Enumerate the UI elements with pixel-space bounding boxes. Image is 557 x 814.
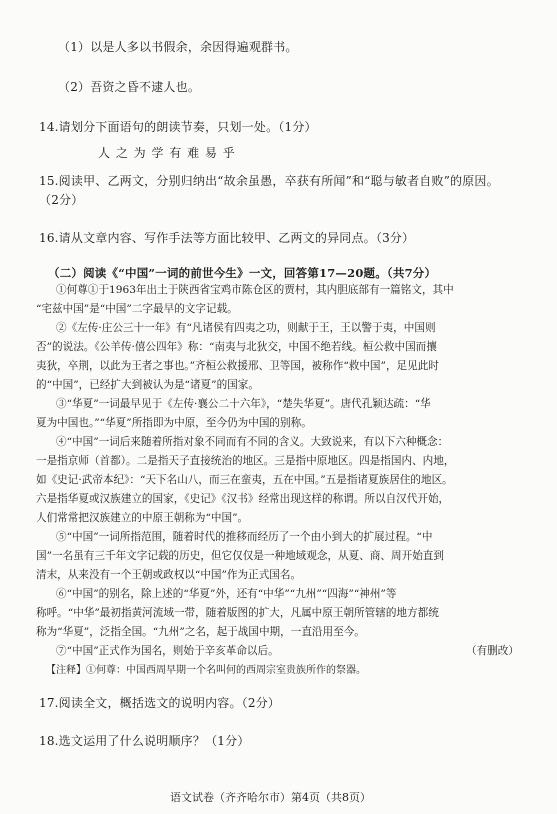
passage-line: 清末，从来没有一个王朝或政权以“中国”作为正式国名。 — [36, 569, 302, 581]
passage-line: “宅兹中国”是“中国”二字最早的文字记载。 — [36, 303, 238, 315]
passage-line: 夷狄，卒荆，以此为王者之事也。”齐桓公救援邢、卫等国，被称作“救中国”，足见此时 — [36, 360, 439, 372]
question-18: 18.选文运用了什么说明顺序？（1分） — [39, 734, 250, 748]
question-15-line-1: 15.阅读甲、乙两文，分别归纳出“故余虽愚，卒获有所闻”和“聪与敏者自败”的原因。 — [39, 174, 499, 188]
question-14: 14.请划分下面语句的朗读节奏，只划一处。（1分） — [39, 120, 317, 134]
passage-line: 称为“华夏”，泛指全国。“九州”之名，起于战国中期，一直沿用至今。 — [36, 626, 365, 638]
question-15-line-2: （2分） — [39, 193, 84, 207]
question-16: 16.请从文章内容、写作手法等方面比较甲、乙两文的异同点。（3分） — [39, 231, 415, 245]
passage-line: 六是指华夏或汉族建立的国家，《史记》《汉书》经常出现这样的称谓。所以自汉代开始， — [36, 493, 450, 505]
passage-line: ⑦“中国”正式作为国名，则始于辛亥革命以后。 — [56, 645, 279, 657]
passage-line: 的“中国”，已经扩大到被认为是“诸夏”的国家。 — [36, 379, 259, 391]
passage-line: 夏为中国也。”“华夏”所指即为中原，至今仍为中国的别称。 — [36, 417, 312, 429]
section-2-heading: （二）阅读《“中国”一词的前世今生》一文，回答第17—20题。（共7分） — [48, 266, 437, 280]
annotation-note: 【注释】①何尊：中国西周早期一个名叫何的西周宗室贵族所作的祭器。 — [46, 665, 366, 676]
passage-line: ③“华夏”一词最早见于《左传·襄公二十六年》，“楚失华夏”。唐代孔颖达疏：“华 — [56, 398, 431, 410]
source-note: （有删改） — [466, 645, 519, 657]
page-footer: 语文试卷（齐齐哈尔市）第4页（共8页） — [170, 791, 371, 804]
passage-line: 称呼。“中华”最初指黄河流域一带，随着版图的扩大，凡属中原王朝所管辖的地方都统 — [36, 607, 439, 619]
passage-line: 如《史记·武帝本纪》：“天下名山八，而三在蛮夷，五在中国。”五是指诸夏族居住的地区。 — [36, 474, 453, 486]
passage-line: ②《左传·庄公三十一年》有“凡诸侯有四夷之功，则献于王，王以警于夷，中国则 — [56, 322, 436, 334]
passage-line: ④“中国”一词后来随着所指对象不同而有不同的含义。大致说来，有以下六种概念： — [56, 436, 449, 448]
passage-line: ⑤“中国”一词所指范围，随着时代的推移而经历了一个由小到大的扩展过程。“中 — [56, 531, 433, 543]
passage-line: 人们常常把汉族建立的中原王朝称为“中国”。 — [36, 512, 249, 524]
passage-line: ①何尊①于1963年出土于陕西省宝鸡市陈仓区的贾村，其内胆底部有一篇铭文，其中 — [56, 284, 454, 296]
passage-line: 国”一名虽有三千年文字记载的历史，但它仅仅是一种地域观念，从夏、商、周开始直到 — [36, 550, 444, 562]
question-17: 17.阅读全文，概括选文的说明内容。（2分） — [39, 696, 281, 710]
passage-line: 否”的说法。《公羊传·僖公四年》称：“南夷与北狄交，中国不绝若线。桓公救中国而攘 — [36, 341, 437, 353]
q14-sentence: 人 之 为 学 有 难 易 乎 — [98, 146, 236, 160]
q13-item-1: （1）以是人多以书假余，余因得遍观群书。 — [58, 40, 298, 54]
passage-line: 一是指京师（首都）。二是指天子直接统治的地区。三是指中原地区。四是指国内、内地， — [36, 455, 455, 467]
passage-line: ⑥“中国”的别名，除上述的“华夏”外，还有“中华”“九州”“四海”“神州”等 — [56, 588, 397, 600]
q13-item-2: （2）吾资之昏不逮人也。 — [58, 80, 201, 94]
